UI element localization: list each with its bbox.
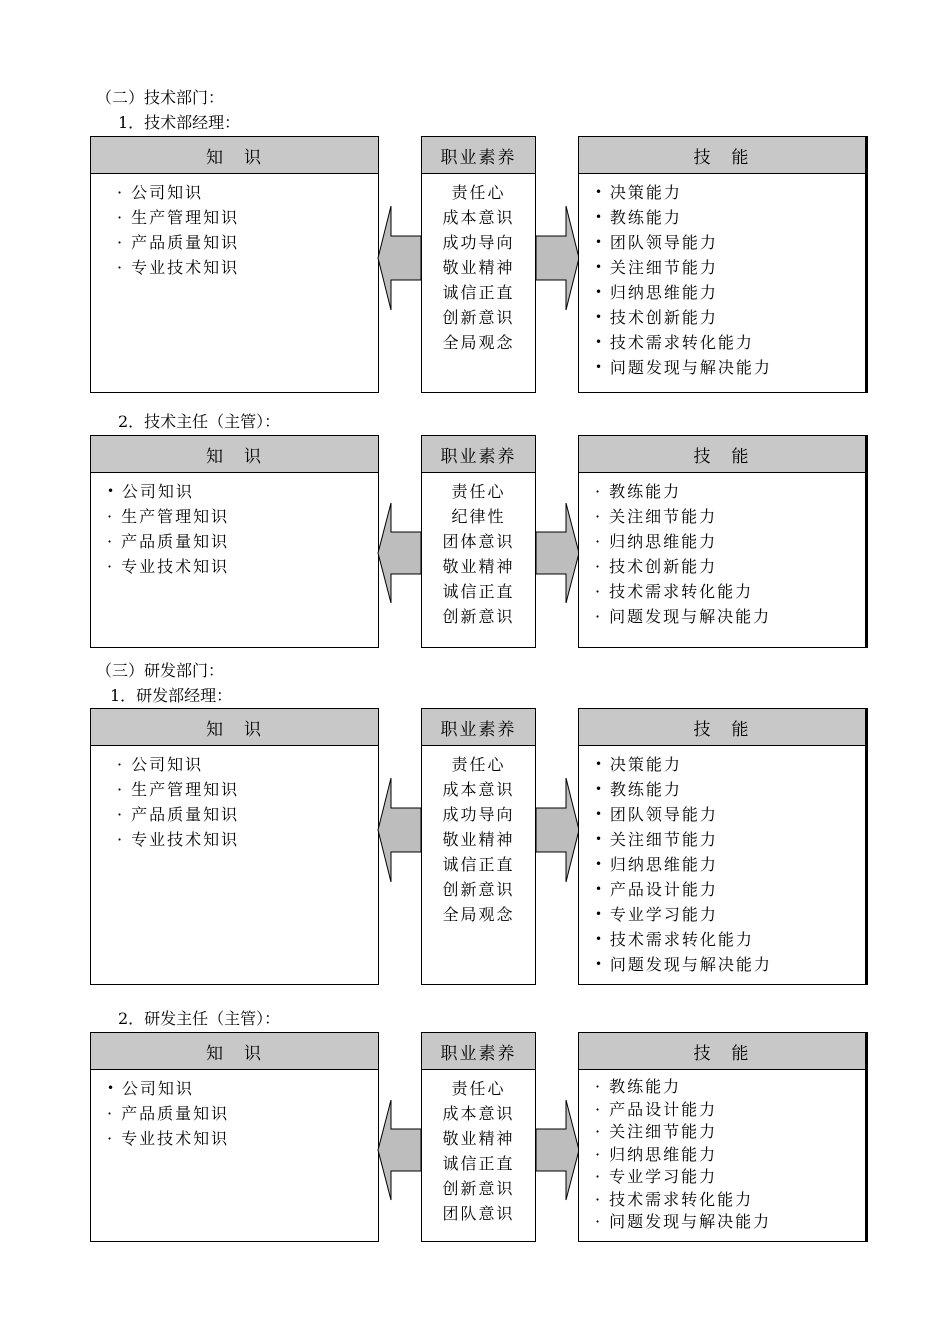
list-item: 诚信正直 xyxy=(442,283,515,302)
list-item: 纪律性 xyxy=(451,507,506,526)
quality-list xyxy=(422,746,535,927)
right-arrow-icon xyxy=(535,206,580,310)
skills-list xyxy=(579,473,865,629)
knowledge-box xyxy=(90,708,379,985)
quality-box xyxy=(421,435,536,648)
list-item: 成本意识 xyxy=(442,780,515,799)
list-item: • 团队领导能力 xyxy=(595,230,865,255)
block-title-tech-supervisor: 2．技术主任（主管）： xyxy=(118,412,281,431)
list-item: · 教练能力 xyxy=(595,479,865,504)
skills-header: 技 能 xyxy=(579,709,865,746)
list-item: 责任心 xyxy=(451,482,506,501)
list-item: 诚信正直 xyxy=(442,582,515,601)
knowledge-header: 知 识 xyxy=(91,1033,378,1070)
knowledge-list xyxy=(91,473,378,579)
list-item: • 归纳思维能力 xyxy=(595,280,865,305)
knowledge-header: 知 识 xyxy=(91,436,378,473)
list-item: · 教练能力 xyxy=(595,1076,865,1099)
list-item: 诚信正直 xyxy=(442,1154,515,1173)
list-item: 敬业精神 xyxy=(442,830,515,849)
list-item: · 问题发现与解决能力 xyxy=(595,604,865,629)
list-item: • 关注细节能力 xyxy=(595,255,865,280)
list-item: · 产品设计能力 xyxy=(595,1099,865,1122)
list-item: • 教练能力 xyxy=(595,777,865,802)
list-item: · 关注细节能力 xyxy=(595,1121,865,1144)
list-item: 敬业精神 xyxy=(442,557,515,576)
list-item: 成功导向 xyxy=(442,805,515,824)
left-arrow-icon xyxy=(377,206,422,310)
block-title-rnd-manager: 1．研发部经理： xyxy=(110,686,233,705)
list-item: 全局观念 xyxy=(442,333,515,352)
list-item: · 专业技术知识 xyxy=(107,554,378,579)
skills-list xyxy=(579,174,865,380)
list-item: · 生产管理知识 xyxy=(117,205,378,230)
list-item: · 技术需求转化能力 xyxy=(595,1189,865,1212)
list-item: · 生产管理知识 xyxy=(107,504,378,529)
list-item: 成本意识 xyxy=(442,1104,515,1123)
list-item: 全局观念 xyxy=(442,905,515,924)
list-item: · 产品质量知识 xyxy=(117,230,378,255)
knowledge-header: 知 识 xyxy=(91,709,378,746)
quality-header: 职业素养 xyxy=(422,436,535,473)
skills-header: 技 能 xyxy=(579,1033,865,1070)
quality-list xyxy=(422,174,535,355)
skills-list xyxy=(579,746,865,977)
list-item: • 决策能力 xyxy=(595,752,865,777)
list-item: 创新意识 xyxy=(442,607,515,626)
list-item: • 产品设计能力 xyxy=(595,877,865,902)
list-item: · 关注细节能力 xyxy=(595,504,865,529)
list-item: · 产品质量知识 xyxy=(117,802,378,827)
list-item: 团体意识 xyxy=(442,532,515,551)
list-item: 成功导向 xyxy=(442,233,515,252)
knowledge-box xyxy=(90,1032,379,1242)
left-arrow-icon xyxy=(377,503,422,603)
list-item: • 关注细节能力 xyxy=(595,827,865,852)
quality-header: 职业素养 xyxy=(422,709,535,746)
skills-header: 技 能 xyxy=(579,436,865,473)
list-item: • 技术需求转化能力 xyxy=(595,927,865,952)
list-item: 责任心 xyxy=(451,183,506,202)
section-title-rnd: （三）研发部门： xyxy=(96,661,225,680)
list-item: 创新意识 xyxy=(442,1179,515,1198)
skills-box xyxy=(578,708,868,985)
list-item: · 专业技术知识 xyxy=(117,255,378,280)
left-arrow-icon xyxy=(377,778,422,882)
right-arrow-icon xyxy=(535,503,580,603)
list-item: 责任心 xyxy=(451,1079,506,1098)
list-item: • 教练能力 xyxy=(595,205,865,230)
list-item: · 技术创新能力 xyxy=(595,554,865,579)
list-item: · 技术需求转化能力 xyxy=(595,579,865,604)
list-item: 创新意识 xyxy=(442,880,515,899)
skills-box xyxy=(578,435,868,648)
list-item: 团队意识 xyxy=(442,1204,515,1223)
quality-box xyxy=(421,708,536,985)
quality-box xyxy=(421,136,536,393)
list-item: • 公司知识 xyxy=(107,1076,378,1101)
list-item: • 专业学习能力 xyxy=(595,902,865,927)
list-item: 敬业精神 xyxy=(442,258,515,277)
skills-box xyxy=(578,1032,868,1242)
list-item: · 产品质量知识 xyxy=(107,529,378,554)
quality-header: 职业素养 xyxy=(422,1033,535,1070)
knowledge-box xyxy=(90,435,379,648)
list-item: • 问题发现与解决能力 xyxy=(595,952,865,977)
knowledge-list xyxy=(91,746,378,852)
right-arrow-icon xyxy=(535,1100,580,1200)
block-title-tech-manager: 1．技术部经理： xyxy=(118,113,241,132)
skills-header: 技 能 xyxy=(579,137,865,174)
list-item: · 专业学习能力 xyxy=(595,1166,865,1189)
right-arrow-icon xyxy=(535,778,580,882)
list-item: · 归纳思维能力 xyxy=(595,1144,865,1167)
quality-header: 职业素养 xyxy=(422,137,535,174)
list-item: • 问题发现与解决能力 xyxy=(595,355,865,380)
skills-list xyxy=(579,1070,865,1234)
list-item: · 专业技术知识 xyxy=(117,827,378,852)
knowledge-list xyxy=(91,1070,378,1151)
list-item: · 公司知识 xyxy=(117,752,378,777)
section-title-tech: （二）技术部门： xyxy=(96,88,225,107)
list-item: • 技术创新能力 xyxy=(595,305,865,330)
list-item: · 生产管理知识 xyxy=(117,777,378,802)
list-item: · 问题发现与解决能力 xyxy=(595,1211,865,1234)
list-item: 诚信正直 xyxy=(442,855,515,874)
list-item: 责任心 xyxy=(451,755,506,774)
quality-list xyxy=(422,1070,535,1226)
list-item: 创新意识 xyxy=(442,308,515,327)
knowledge-list xyxy=(91,174,378,280)
skills-box xyxy=(578,136,868,393)
list-item: • 决策能力 xyxy=(595,180,865,205)
list-item: · 产品质量知识 xyxy=(107,1101,378,1126)
list-item: · 归纳思维能力 xyxy=(595,529,865,554)
list-item: · 专业技术知识 xyxy=(107,1126,378,1151)
list-item: • 公司知识 xyxy=(107,479,378,504)
knowledge-header: 知 识 xyxy=(91,137,378,174)
list-item: 成本意识 xyxy=(442,208,515,227)
quality-box xyxy=(421,1032,536,1242)
block-title-rnd-supervisor: 2．研发主任（主管）： xyxy=(118,1009,281,1028)
list-item: · 公司知识 xyxy=(117,180,378,205)
list-item: • 归纳思维能力 xyxy=(595,852,865,877)
list-item: • 技术需求转化能力 xyxy=(595,330,865,355)
list-item: 敬业精神 xyxy=(442,1129,515,1148)
left-arrow-icon xyxy=(377,1100,422,1200)
list-item: • 团队领导能力 xyxy=(595,802,865,827)
quality-list xyxy=(422,473,535,629)
knowledge-box xyxy=(90,136,379,393)
